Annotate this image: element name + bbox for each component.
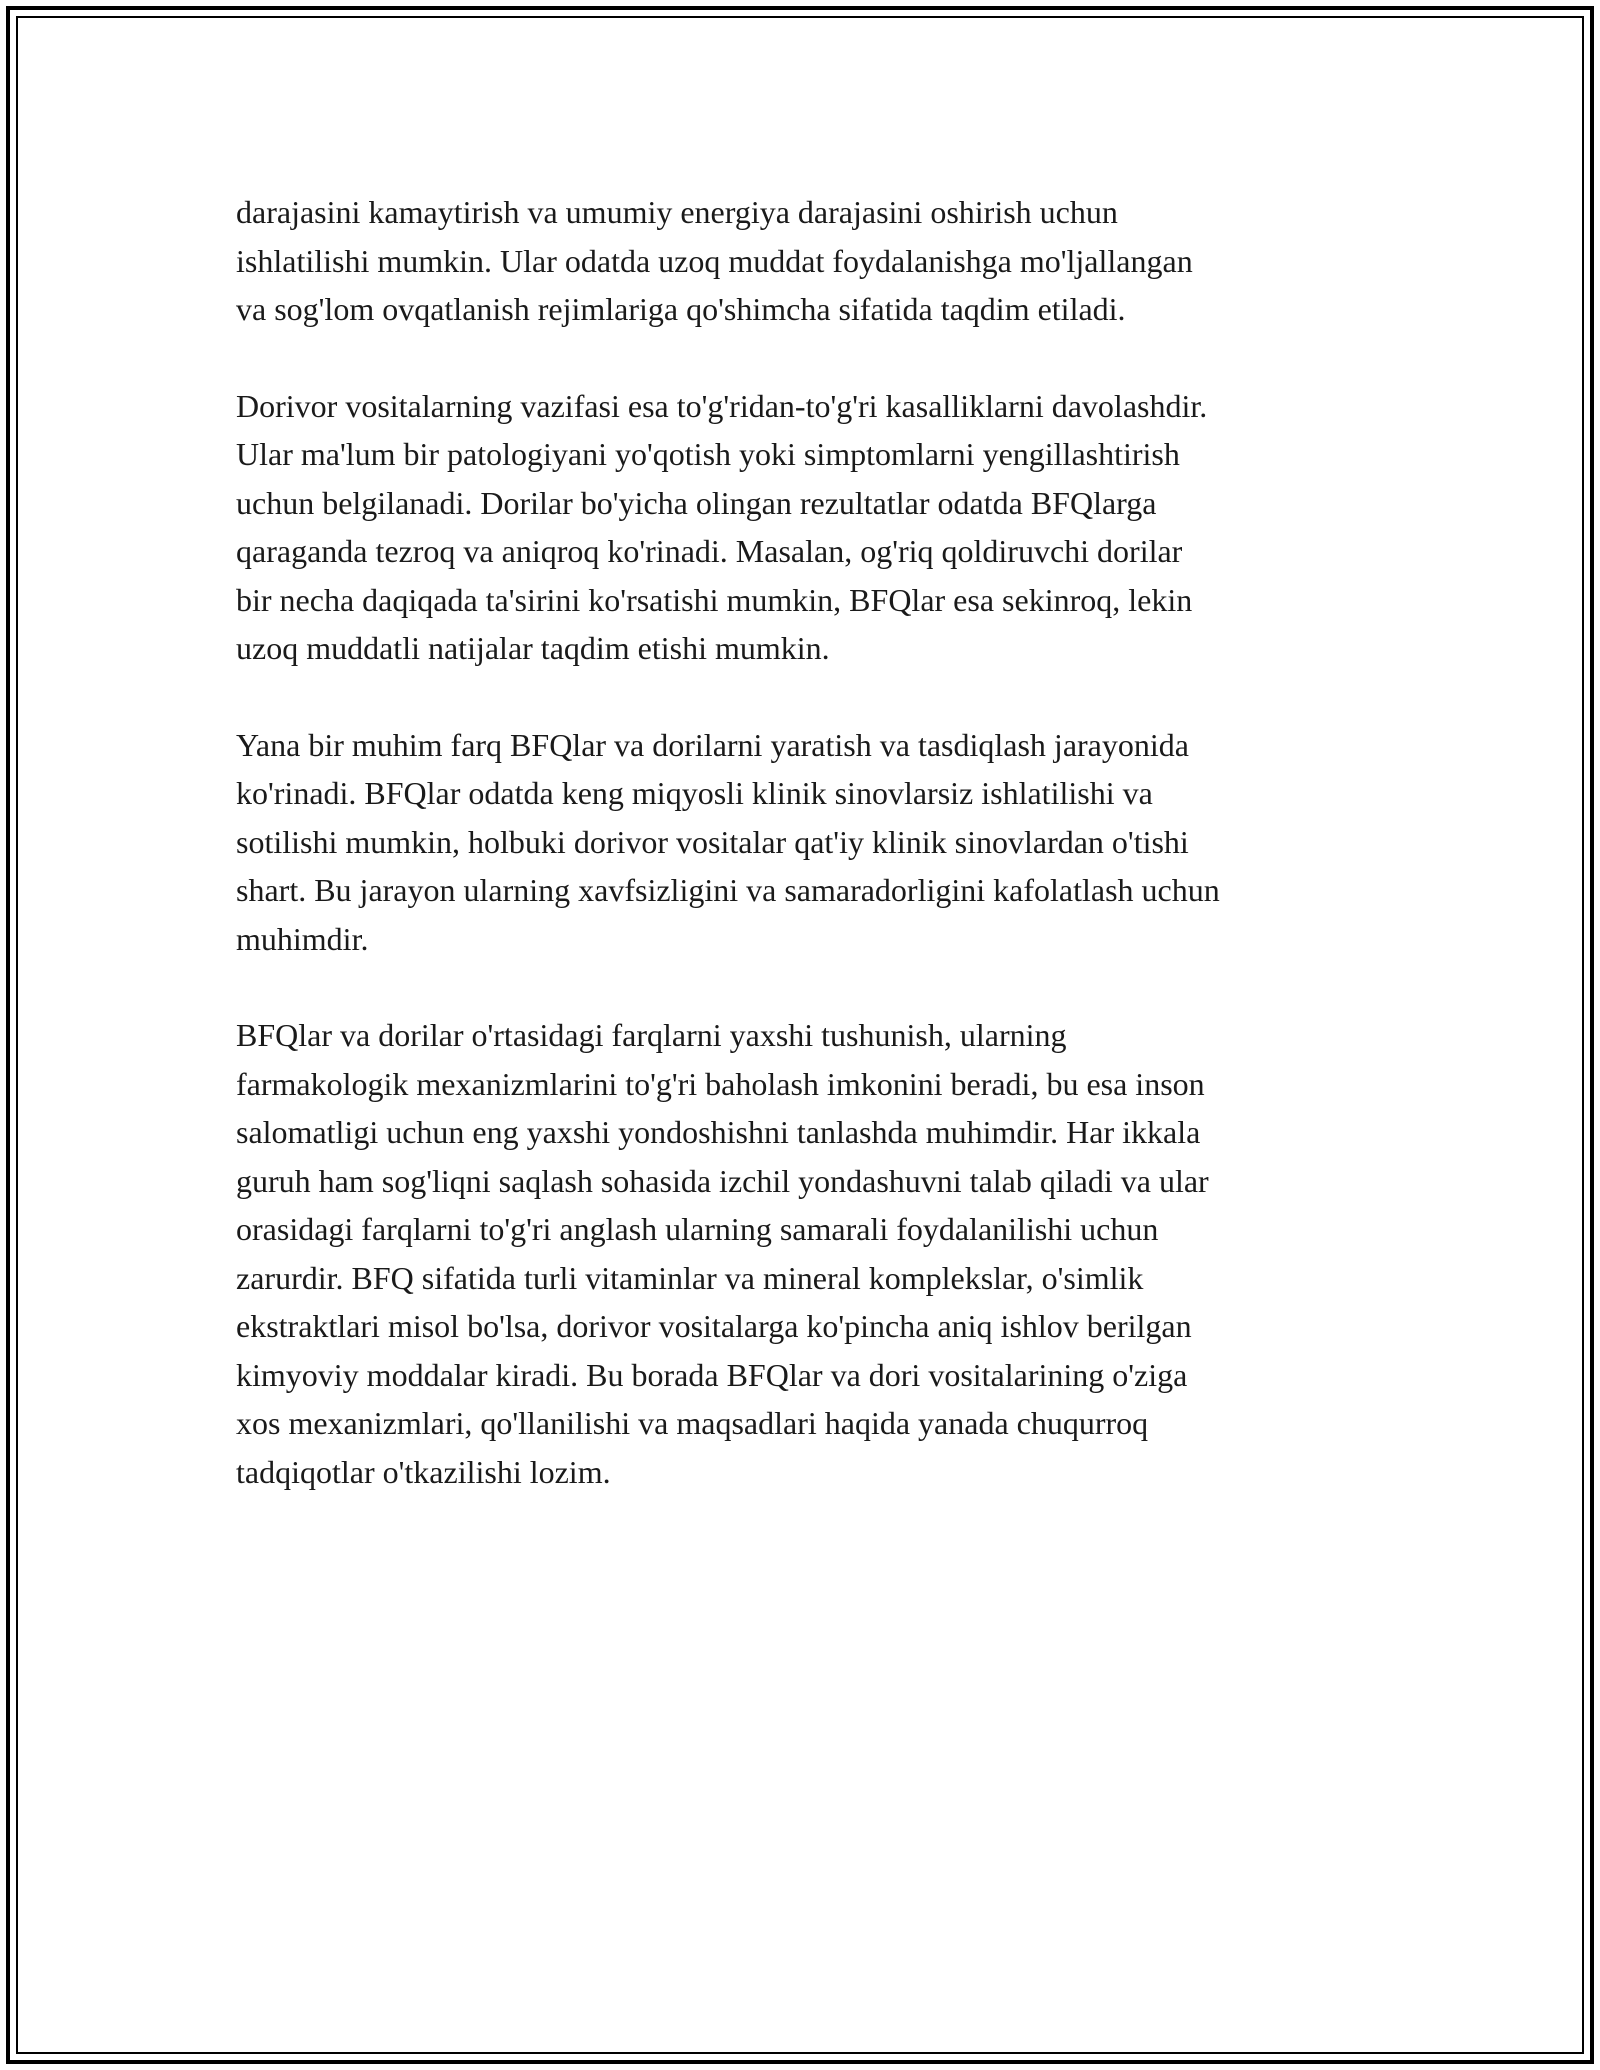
paragraph-4 bbox=[236, 1011, 1376, 1496]
text-line: Dorivor vositalarning vazifasi esa to'g'ridan-to'g'ri kasalliklarni davolashdir. bbox=[236, 387, 1208, 424]
text-line: qaraganda tezroq va aniqroq ko'rinadi. Masalan, og'riq qoldiruvchi dorilar bbox=[236, 533, 1183, 569]
text-line: ishlatilishi mumkin. Ular odatda uzoq muddat foydalanishga mo'ljallangan bbox=[236, 242, 1193, 279]
text-line: sotilishi mumkin, holbuki dorivor vositalar qat'iy klinik sinovlardan o'tishi bbox=[236, 823, 1189, 860]
text-line: guruh ham sog'liqni saqlash sohasida izchil yondashuvni talab qiladi va ular bbox=[236, 1162, 1209, 1199]
document-body bbox=[236, 188, 1376, 1544]
text-line: shart. Bu jarayon ularning xavfsizligini va samaradorligini kafolatlash uchun bbox=[236, 872, 1220, 908]
text-line: salomatligi uchun eng yaxshi yondoshishni tanlashda muhimdir. Har ikkala bbox=[236, 1114, 1201, 1150]
text-line: Ular ma'lum bir patologiyani yo'qotish yoki simptomlarni yengillashtirish bbox=[236, 436, 1180, 472]
text-line: zarurdir. BFQ sifatida turli vitaminlar va mineral komplekslar, o'simlik bbox=[236, 1259, 1144, 1296]
text-line: orasidagi farqlarni to'g'ri anglash ularning samarali foydalanilishi uchun bbox=[236, 1211, 1159, 1247]
text-line: uchun belgilanadi. Dorilar bo'yicha olingan rezultatlar odatda BFQlarga bbox=[236, 484, 1157, 521]
text-line: Yana bir muhim farq BFQlar va dorilarni yaratish va tasdiqlash jarayonida bbox=[236, 726, 1189, 763]
paragraph-1 bbox=[236, 188, 1376, 334]
text-line: BFQlar va dorilar o'rtasidagi farqlarni yaxshi tushunish, ularning bbox=[236, 1017, 1067, 1053]
text-line: kimyoviy moddalar kiradi. Bu borada BFQlar va dori vositalarining o'ziga bbox=[236, 1356, 1188, 1393]
paragraph-3 bbox=[236, 721, 1376, 964]
text-line: bir necha daqiqada ta'sirini ko'rsatishi mumkin, BFQlar esa sekinroq, lekin bbox=[236, 581, 1193, 618]
text-line: darajasini kamaytirish va umumiy energiya darajasini oshirish uchun bbox=[236, 194, 1118, 230]
text-line: ekstraktlari misol bo'lsa, dorivor vositalarga ko'pincha aniq ishlov berilgan bbox=[236, 1308, 1192, 1344]
text-line: uzoq muddatli natijalar taqdim etishi mumkin. bbox=[236, 630, 830, 666]
text-line: tadqiqotlar o'tkazilishi lozim. bbox=[236, 1453, 611, 1490]
text-line: xos mexanizmlari, qo'llanilishi va maqsadlari haqida yanada chuqurroq bbox=[236, 1405, 1149, 1441]
text-line: muhimdir. bbox=[236, 920, 369, 957]
text-line: va sog'lom ovqatlanish rejimlariga qo'shimcha sifatida taqdim etiladi. bbox=[236, 291, 1126, 327]
text-line: ko'rinadi. BFQlar odatda keng miqyosli klinik sinovlarsiz ishlatilishi va bbox=[236, 775, 1153, 811]
paragraph-2 bbox=[236, 382, 1376, 673]
text-line: farmakologik mexanizmlarini to'g'ri baholash imkonini beradi, bu esa inson bbox=[236, 1065, 1205, 1102]
